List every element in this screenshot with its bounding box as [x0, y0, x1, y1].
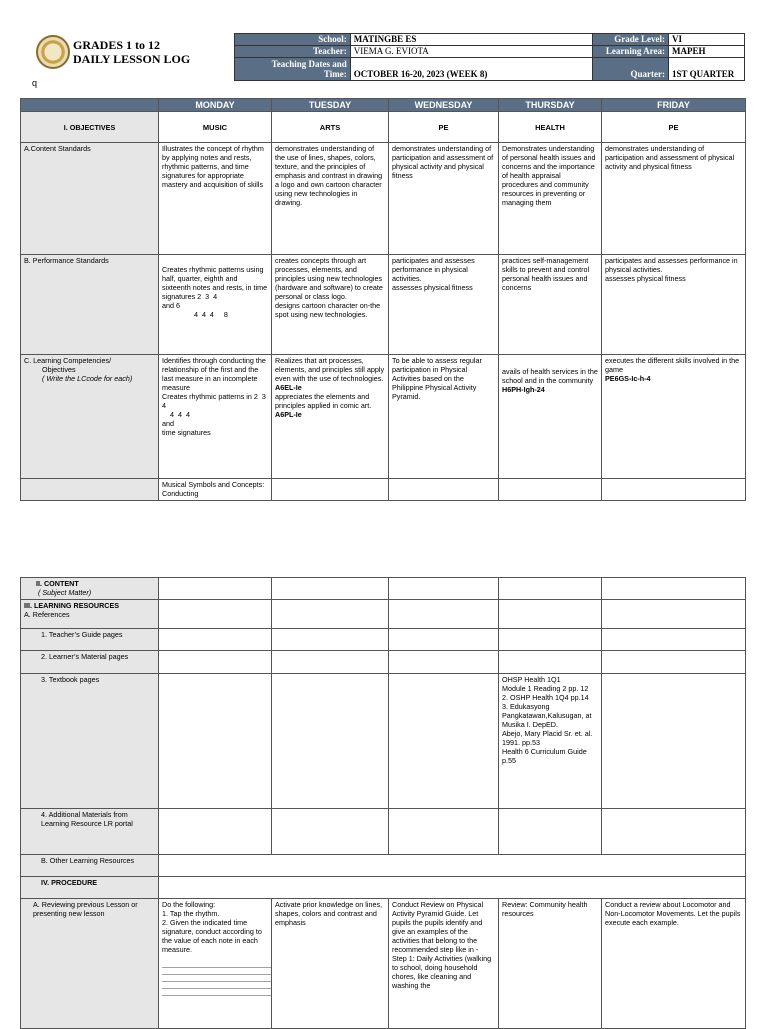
performance-standard-thursday: practices self-management skills to prevent and control personal health issues and concerns	[499, 255, 602, 355]
content-label	[21, 578, 159, 600]
content-tuesday	[272, 578, 389, 600]
extra-row-thursday	[499, 479, 602, 501]
learners-material-tuesday	[272, 651, 389, 674]
learners-material-monday	[159, 651, 272, 674]
objectives-table	[20, 98, 746, 501]
extra-row-friday	[602, 479, 746, 501]
subject-wednesday: PE	[389, 112, 499, 143]
subject-tuesday: ARTS	[272, 112, 389, 143]
review-tuesday: Activate prior knowledge on lines, shapes, colors and contrast and emphasis	[272, 899, 389, 1029]
teachers-guide-label: 1. Teacher’s Guide pages	[21, 629, 159, 651]
competency-monday: Identifies through conducting the relationship of the first and the last measure in an incomplete measure Creates rhythmic patterns in 2 3 4 4 4 4 and time signatures	[159, 355, 272, 479]
competencies-label-line2: Objectives	[42, 365, 76, 374]
grade-label: Grade Level:	[593, 34, 669, 46]
content-wednesday	[389, 578, 499, 600]
content-resources-table	[20, 577, 746, 1029]
content-friday	[602, 578, 746, 600]
content-monday	[159, 578, 272, 600]
performance-standards-label: B. Performance Standards	[21, 255, 159, 355]
review-friday: Conduct a review about Locomotor and Non-Locomotor Movements. Let the pupils execute each example.	[602, 899, 746, 1029]
competency-tuesday-text2: appreciates the elements and principles applied in comic art.	[275, 392, 372, 410]
review-wednesday: Conduct Review on Physical Activity Pyramid Guide. Let pupils the pupils identify and give an examples of the activities that belong to the recommended step like in - Step 1: Daily Activities (walking to school, doing household chores, like cleaning and washing the	[389, 899, 499, 1029]
header-info-table	[234, 33, 745, 81]
day-header-friday: FRIDAY	[602, 99, 746, 112]
day-header-tuesday: TUESDAY	[272, 99, 389, 112]
competency-friday	[602, 355, 746, 479]
content-label-title: II. CONTENT	[36, 579, 79, 588]
extra-row-monday: Musical Symbols and Concepts: Conducting	[159, 479, 272, 501]
competency-wednesday: To be able to assess regular participation in Physical Activities based on the Philippine Physical Activity Pyramid.	[389, 355, 499, 479]
content-label-sub: ( Subject Matter)	[38, 588, 92, 597]
school-label: School:	[235, 34, 351, 46]
learners-material-thursday	[499, 651, 602, 674]
additional-materials-monday	[159, 809, 272, 855]
content-standard-tuesday: demonstrates understanding of the use of lines, shapes, colors, texture, and the principles of emphasis and contrast in drawing a logo and own cartoon character using new technologies in drawing.	[272, 143, 389, 255]
competency-tuesday	[272, 355, 389, 479]
content-standard-thursday: Demonstrates understanding of personal health issues and concerns and the importance of health appraisal procedures and community resources in preventing or managing them	[499, 143, 602, 255]
competencies-label-line3: ( Write the LCcode for each)	[42, 374, 133, 383]
competencies-label	[21, 355, 159, 479]
grade-value: VI	[669, 34, 745, 46]
additional-materials-tuesday	[272, 809, 389, 855]
learners-material-wednesday	[389, 651, 499, 674]
competency-friday-text: executes the different skills involved in the game	[605, 356, 740, 374]
form-title	[73, 38, 190, 66]
quarter-label: Quarter:	[593, 58, 669, 81]
review-thursday: Review: Community health resources	[499, 899, 602, 1029]
competency-thursday	[499, 355, 602, 479]
corner-header	[21, 99, 159, 112]
school-value: MATINGBE ES	[350, 34, 592, 46]
teachers-guide-tuesday	[272, 629, 389, 651]
competencies-label-line1: C. Learning Competencies/	[24, 356, 112, 365]
teachers-guide-thursday	[499, 629, 602, 651]
references-friday	[602, 600, 746, 629]
additional-materials-wednesday	[389, 809, 499, 855]
form-title-line2: DAILY LESSON LOG	[73, 52, 191, 66]
additional-materials-label: 4. Additional Materials from Learning Resource LR portal	[21, 809, 159, 855]
competency-tuesday-code1: A6EL-Ie	[275, 383, 302, 392]
quarter-value: 1ST QUARTER	[669, 58, 745, 81]
performance-standard-friday: participates and assesses performance in physical activities. assesses physical fitness	[602, 255, 746, 355]
content-standard-friday: demonstrates understanding of participation and assessment of physical activity and physical fitness	[602, 143, 746, 255]
learning-area-label: Learning Area:	[593, 46, 669, 58]
additional-materials-friday	[602, 809, 746, 855]
content-standard-monday: Illustrates the concept of rhythm by applying notes and rests, rhythmic patterns, and time signatures for appropriate mastery and acquisition of skills	[159, 143, 272, 255]
textbook-wednesday	[389, 674, 499, 809]
references-wednesday	[389, 600, 499, 629]
dates-label	[235, 58, 351, 81]
textbook-label: 3. Textbook pages	[21, 674, 159, 809]
textbook-thursday: OHSP Health 1Q1 Module 1 Reading 2 pp. 12 2. OSHP Health 1Q4 pp.14 3. Edukasyong Pangkatawan,Kalusugan, at Musika I. DepED. Abejo, Mary Placid Sr. et. al. 1991. pp.53 Health 6 Curriculum Guide p.55	[499, 674, 602, 809]
review-monday-text: Do the following: 1. Tap the rhythm. 2. Given the indicated time signature, conduct according to the value of each note in each measure.	[162, 900, 262, 954]
objectives-label: I. OBJECTIVES	[21, 112, 159, 143]
teachers-guide-monday	[159, 629, 272, 651]
references-tuesday	[272, 600, 389, 629]
teachers-guide-friday	[602, 629, 746, 651]
form-title-line1: GRADES 1 to 12	[73, 38, 161, 52]
day-header-thursday: THURSDAY	[499, 99, 602, 112]
review-monday	[159, 899, 272, 1029]
review-label: A. Reviewing previous Lesson or presenting new lesson	[21, 899, 159, 1029]
dates-label-line2: Time:	[323, 69, 347, 79]
content-thursday	[499, 578, 602, 600]
procedure-value	[159, 877, 746, 899]
resources-label-title: III. LEARNING RESOURCES	[24, 601, 120, 610]
competency-friday-code: PE6GS-Ic-h-4	[605, 374, 651, 383]
additional-materials-thursday	[499, 809, 602, 855]
performance-standard-wednesday: participates and assesses performance in physical activities. assesses physical fitness	[389, 255, 499, 355]
rhythm-sheet-music-image	[162, 964, 272, 998]
learners-material-friday	[602, 651, 746, 674]
learners-material-label: 2. Learner’s Material pages	[21, 651, 159, 674]
learning-area-value: MAPEH	[669, 46, 745, 58]
textbook-friday	[602, 674, 746, 809]
dates-value: OCTOBER 16-20, 2023 (WEEK 8)	[350, 58, 592, 81]
references-monday	[159, 600, 272, 629]
other-resources-value	[159, 855, 746, 877]
procedure-label: IV. PROCEDURE	[21, 877, 159, 899]
stray-mark: q	[32, 78, 38, 88]
extra-row-wednesday	[389, 479, 499, 501]
competency-tuesday-code2: A6PL-Ie	[275, 410, 302, 419]
subject-monday: MUSIC	[159, 112, 272, 143]
resources-label	[21, 600, 159, 629]
textbook-tuesday	[272, 674, 389, 809]
competency-thursday-code: H6PH-Igh-24	[502, 385, 545, 394]
dates-label-line1: Teaching Dates and	[271, 59, 347, 69]
performance-standard-tuesday: creates concepts through art processes, elements, and principles using new technologies (hardware and software) to create personal or class logo. designs cartoon character on-the spot using new technologies.	[272, 255, 389, 355]
subject-friday: PE	[602, 112, 746, 143]
extra-row-label	[21, 479, 159, 501]
performance-standard-monday: Creates rhythmic patterns using half, quarter, eighth and sixteenth notes and rests, in time signatures 2 3 4 and 6 4 4 4 8	[159, 255, 272, 355]
competency-thursday-text: avails of health services in the school and in the community	[502, 367, 598, 385]
teacher-value: VIEMA G. EVIOTA	[350, 46, 592, 58]
teachers-guide-wednesday	[389, 629, 499, 651]
textbook-monday	[159, 674, 272, 809]
competency-tuesday-text1: Realizes that art processes, elements, and principles still apply even with the use of technologies.	[275, 356, 385, 383]
deped-seal-logo	[36, 35, 70, 69]
references-label: A. References	[24, 610, 70, 619]
day-header-wednesday: WEDNESDAY	[389, 99, 499, 112]
content-standards-label: A.Content Standards	[21, 143, 159, 255]
other-resources-label: B. Other Learning Resources	[21, 855, 159, 877]
teacher-label: Teacher:	[235, 46, 351, 58]
content-standard-wednesday: demonstrates understanding of participation and assessment of physical activity and physical fitness	[389, 143, 499, 255]
extra-row-tuesday	[272, 479, 389, 501]
subject-thursday: HEALTH	[499, 112, 602, 143]
references-thursday	[499, 600, 602, 629]
day-header-monday: MONDAY	[159, 99, 272, 112]
